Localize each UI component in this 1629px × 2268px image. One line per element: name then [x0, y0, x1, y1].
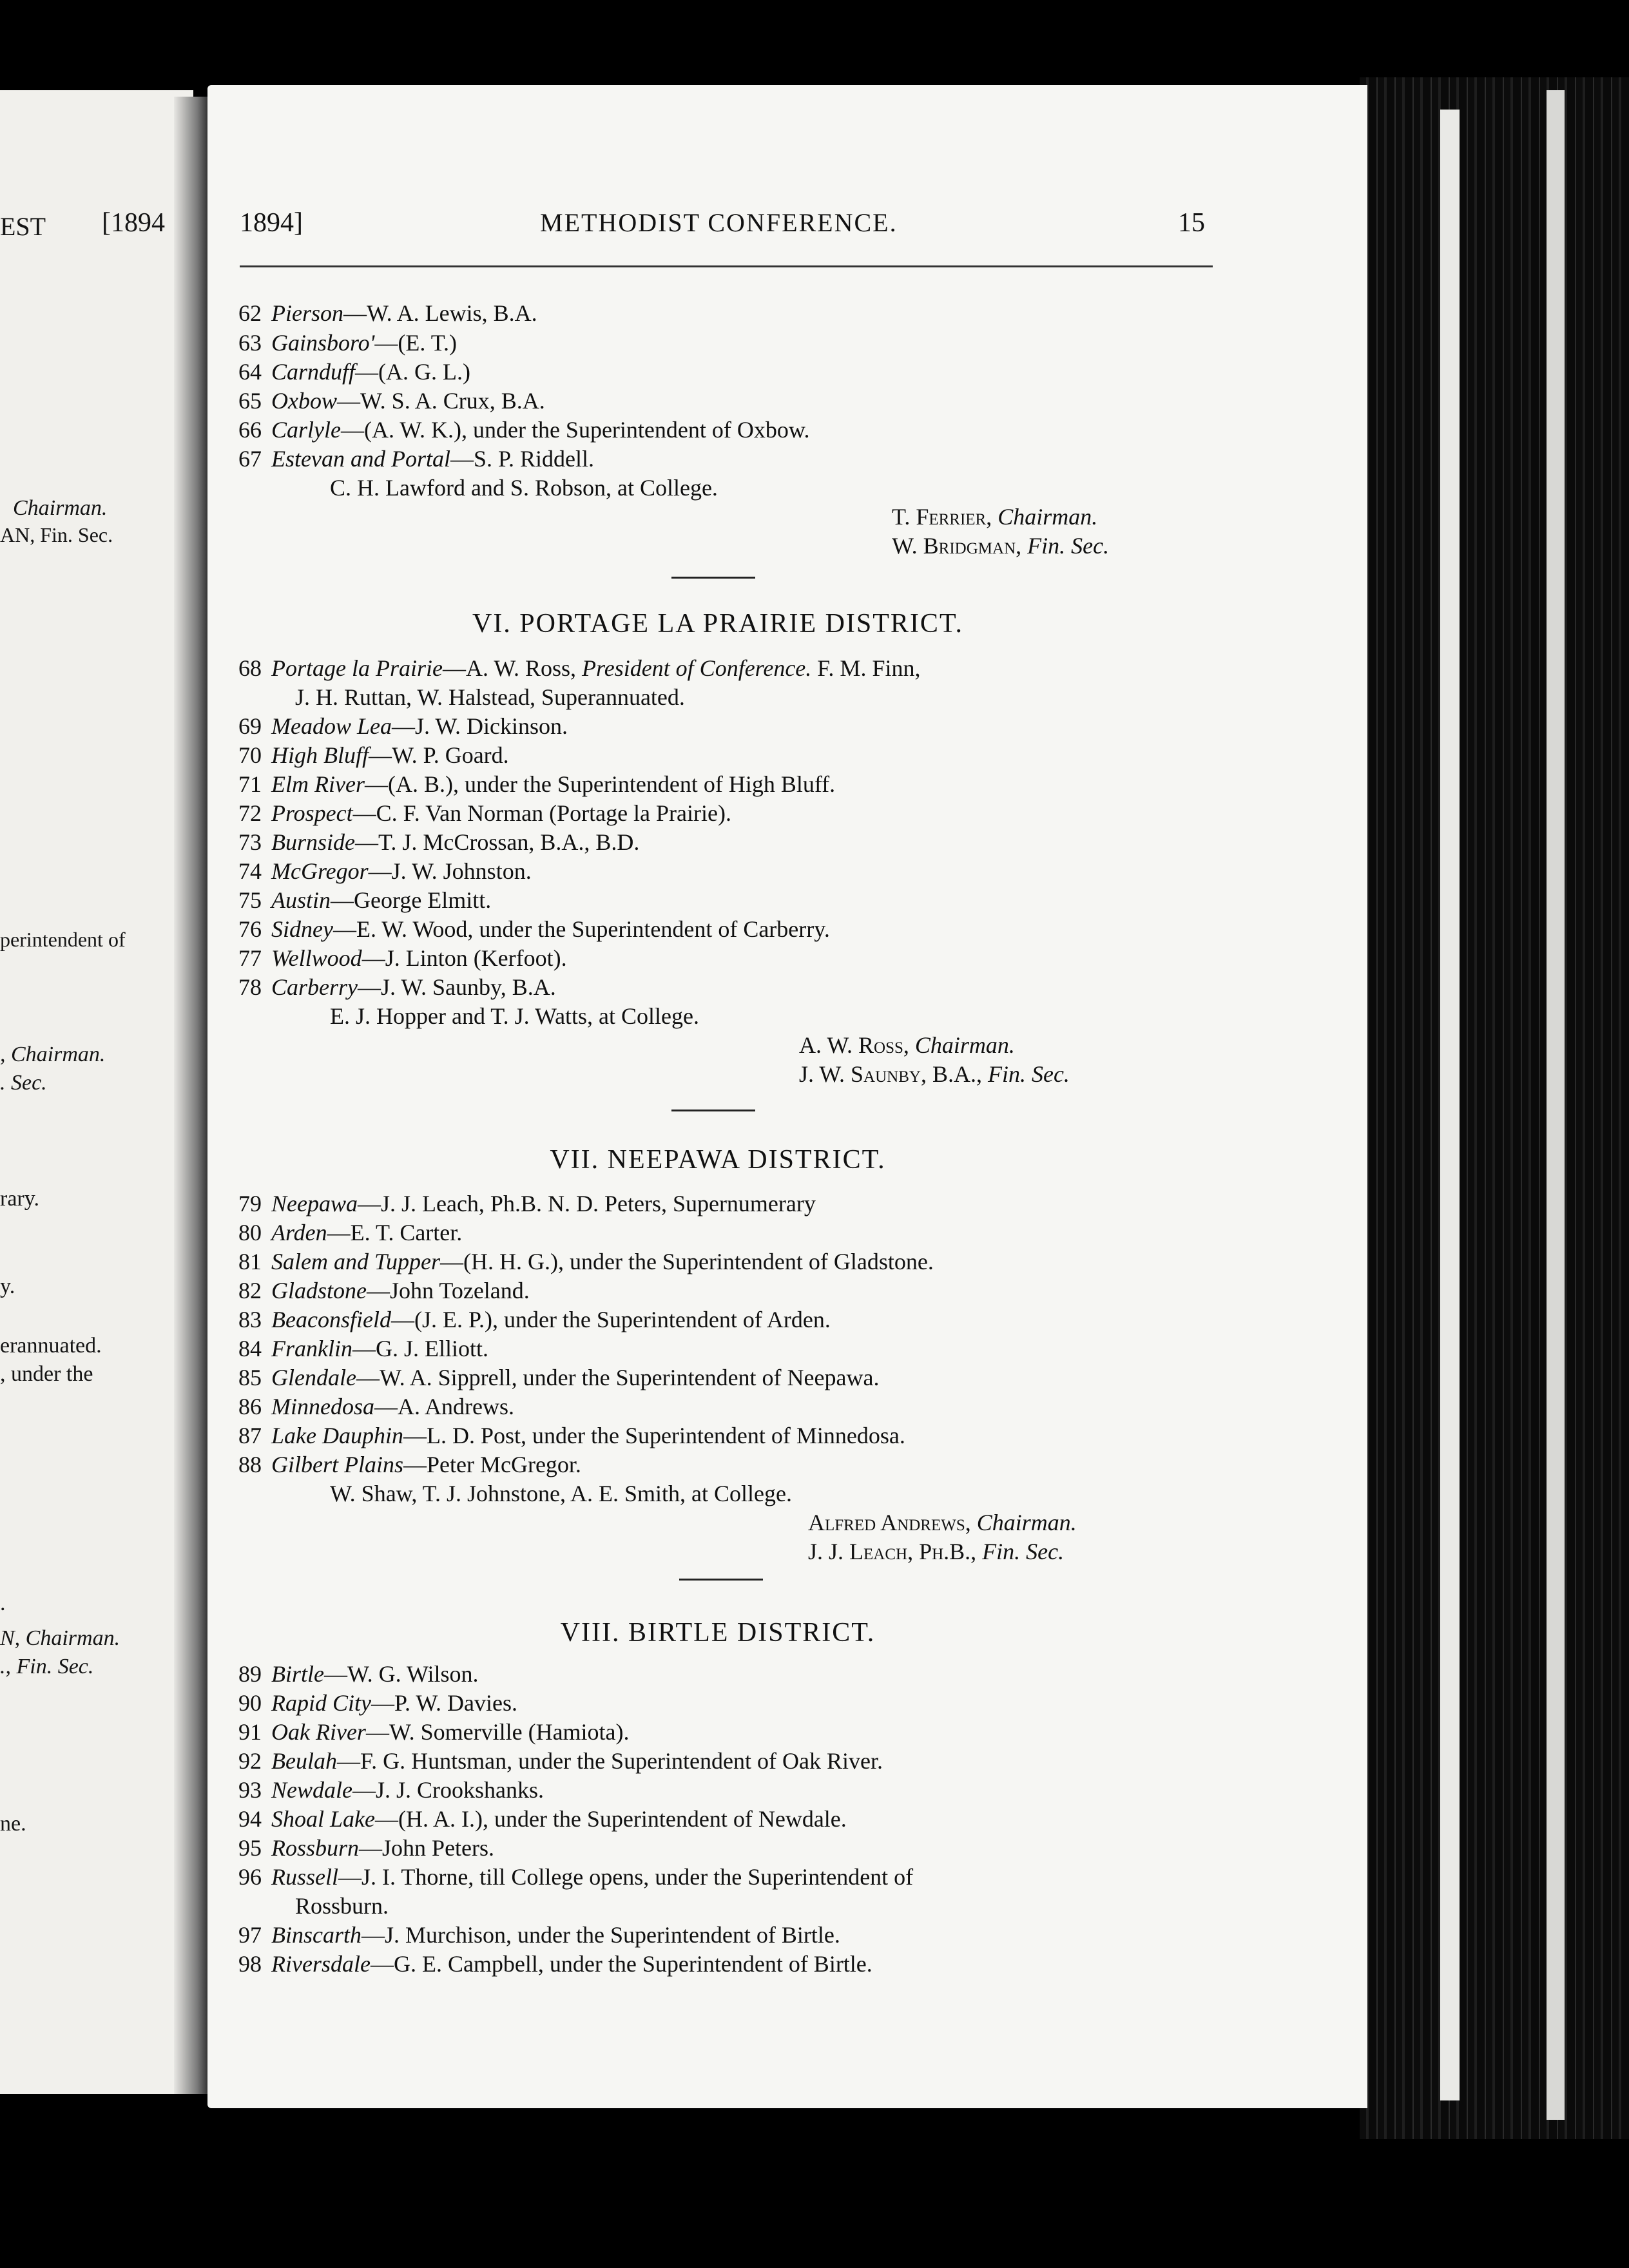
list-item: 78 Carberry—J. W. Saunby, B.A. [238, 974, 556, 1000]
list-item: 91 Oak River—W. Somerville (Hamiota). [238, 1719, 630, 1745]
list-item: 90 Rapid City—P. W. Davies. [238, 1690, 518, 1716]
left-margin-text: Chairman. [13, 496, 108, 520]
left-margin-text: AN, Fin. Sec. [0, 523, 113, 546]
secretary-signature: W. Bridgman, Fin. Sec. [892, 533, 1110, 559]
list-item: 62 Pierson—W. A. Lewis, B.A. [238, 300, 537, 326]
page-number: 15 [1178, 208, 1205, 238]
left-header-year: [1894 [102, 208, 165, 238]
list-item: 98 Riversdale—G. E. Campbell, under the Superintendent of Birtle. [238, 1951, 872, 1977]
college-note: W. Shaw, T. J. Johnstone, A. E. Smith, at College. [330, 1481, 792, 1506]
list-item: 83 Beaconsfield—(J. E. P.), under the Superintendent of Arden. [238, 1307, 831, 1332]
list-item: 81 Salem and Tupper—(H. H. G.), under the Superintendent of Gladstone. [238, 1249, 934, 1274]
list-item: 85 Glendale—W. A. Sipprell, under the Superintendent of Neepawa. [238, 1365, 880, 1390]
list-item: 96 Russell—J. I. Thorne, till College opens, under the Superintendent of [238, 1864, 914, 1890]
list-item: 94 Shoal Lake—(H. A. I.), under the Superintendent of Newdale. [238, 1806, 847, 1832]
left-margin-text: . Sec. [0, 1071, 47, 1095]
running-head-year: 1894] [240, 208, 303, 238]
left-margin-text: , under the [0, 1362, 93, 1386]
section-heading: VIII. BIRTLE DISTRICT. [560, 1618, 876, 1648]
left-margin-text: , Chairman. [0, 1043, 106, 1066]
chairman-signature: Alfred Andrews, Chairman. [808, 1510, 1077, 1535]
college-note: E. J. Hopper and T. J. Watts, at College. [330, 1003, 700, 1029]
left-margin-text: y. [0, 1274, 15, 1298]
list-item: 87 Lake Dauphin—L. D. Post, under the Superintendent of Minnedosa. [238, 1423, 905, 1448]
list-item: 92 Beulah—F. G. Huntsman, under the Superintendent of Oak River. [238, 1748, 883, 1774]
continuation-line: Rossburn. [295, 1893, 389, 1919]
list-item: 77 Wellwood—J. Linton (Kerfoot). [238, 945, 567, 971]
secretary-signature: J. W. Saunby, B.A., Fin. Sec. [799, 1061, 1070, 1087]
section-heading: VI. PORTAGE LA PRAIRIE DISTRICT. [472, 609, 963, 639]
left-margin-text: erannuated. [0, 1334, 102, 1358]
left-margin-text: N, Chairman. [0, 1626, 120, 1650]
chairman-signature: A. W. Ross, Chairman. [799, 1032, 1015, 1058]
list-item: 74 McGregor—J. W. Johnston. [238, 858, 532, 884]
list-item: 67 Estevan and Portal—S. P. Riddell. [238, 446, 595, 472]
list-item: 88 Gilbert Plains—Peter McGregor. [238, 1452, 581, 1477]
header-rule [240, 265, 1213, 267]
list-item: 86 Minnedosa—A. Andrews. [238, 1394, 514, 1419]
continuation-line: J. H. Ruttan, W. Halstead, Superannuated. [295, 684, 685, 710]
list-item: 97 Binscarth—J. Murchison, under the Superintendent of Birtle. [238, 1922, 840, 1948]
list-item: 73 Burnside—T. J. McCrossan, B.A., B.D. [238, 829, 640, 855]
left-gutter [174, 97, 213, 2094]
chairman-signature: T. Ferrier, Chairman. [892, 504, 1098, 530]
book-edge [1360, 77, 1629, 2139]
college-note: C. H. Lawford and S. Robson, at College. [330, 475, 718, 501]
list-item: 65 Oxbow—W. S. A. Crux, B.A. [238, 388, 545, 414]
list-item: 79 Neepawa—J. J. Leach, Ph.B. N. D. Peters, Supernumerary [238, 1191, 816, 1216]
list-item: 70 High Bluff—W. P. Goard. [238, 742, 509, 768]
list-item: 66 Carlyle—(A. W. K.), under the Superintendent of Oxbow. [238, 417, 810, 443]
left-header-fragment: EST [0, 212, 46, 241]
list-item: 93 Newdale—J. J. Crookshanks. [238, 1777, 545, 1803]
left-margin-text: ., Fin. Sec. [0, 1655, 94, 1678]
page-edge-strip [1547, 90, 1565, 2120]
list-item: 68 Portage la Prairie—A. W. Ross, President of Conference. F. M. Finn, [238, 655, 921, 681]
list-item: 95 Rossburn—John Peters. [238, 1835, 495, 1861]
section-separator [671, 577, 755, 579]
list-item: 80 Arden—E. T. Carter. [238, 1220, 463, 1245]
list-item: 71 Elm River—(A. B.), under the Superintendent of High Bluff. [238, 771, 836, 797]
list-item: 63 Gainsboro'—(E. T.) [238, 330, 458, 356]
left-margin-text: . [0, 1591, 6, 1615]
list-item: 64 Carnduff—(A. G. L.) [238, 359, 470, 385]
section-heading: VII. NEEPAWA DISTRICT. [550, 1145, 886, 1175]
page-edge-strip [1440, 110, 1460, 2100]
secretary-signature: J. J. Leach, Ph.B., Fin. Sec. [808, 1539, 1065, 1564]
list-item: 82 Gladstone—John Tozeland. [238, 1278, 530, 1303]
left-margin-text: perintendent of [0, 928, 126, 951]
list-item: 72 Prospect—C. F. Van Norman (Portage la Prairie). [238, 800, 731, 826]
list-item: 84 Franklin—G. J. Elliott. [238, 1336, 488, 1361]
list-item: 75 Austin—George Elmitt. [238, 887, 492, 913]
list-item: 69 Meadow Lea—J. W. Dickinson. [238, 713, 568, 739]
list-item: 89 Birtle—W. G. Wilson. [238, 1661, 479, 1687]
section-separator [671, 1110, 755, 1111]
running-head-title: METHODIST CONFERENCE. [540, 208, 898, 237]
left-margin-text: rary. [0, 1187, 40, 1211]
left-margin-text: ne. [0, 1812, 26, 1836]
section-separator [679, 1579, 763, 1581]
list-item: 76 Sidney—E. W. Wood, under the Superintendent of Carberry. [238, 916, 830, 942]
